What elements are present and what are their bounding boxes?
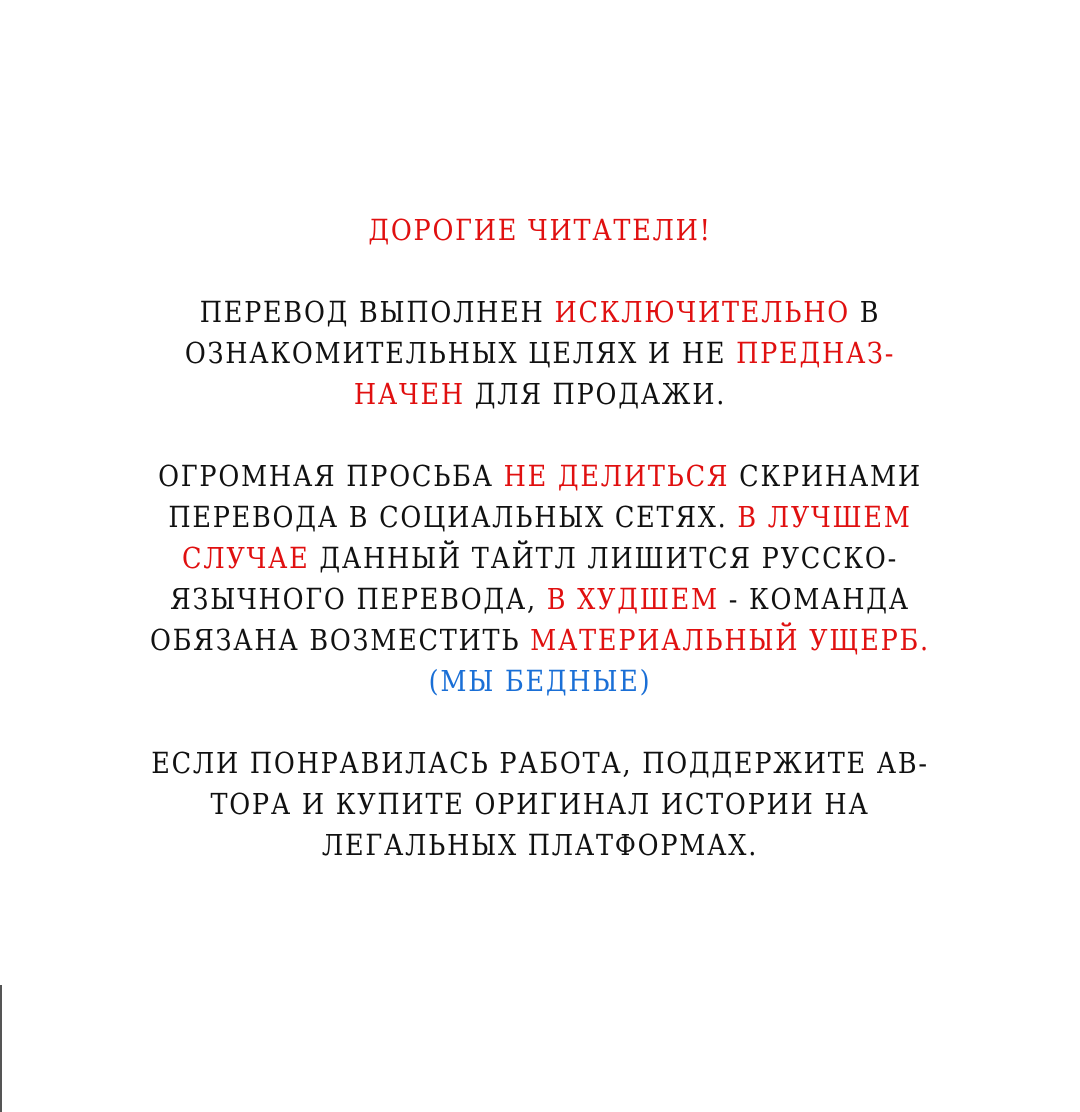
request-line-5 <box>65 620 1015 661</box>
request-text: СКРИНАМИ <box>729 459 922 493</box>
page-edge-divider <box>0 985 2 1112</box>
disclaimer-highlight: ИСКЛЮЧИТЕЛЬНО <box>554 295 850 329</box>
request-line-1 <box>65 456 1015 497</box>
disclaimer-line-1 <box>65 292 1015 333</box>
greeting-heading: ДОРОГИЕ ЧИТАТЕЛИ! <box>368 213 712 247</box>
disclaimer-line-2 <box>65 333 1015 374</box>
support-line-1: ЕСЛИ ПОНРАВИЛАСЬ РАБОТА, ПОДДЕРЖИТЕ АВ- <box>151 746 929 780</box>
disclaimer-text: ПЕРЕВОД ВЫПОЛНЕН <box>199 295 555 329</box>
request-highlight: В ХУДШЕМ <box>546 582 719 616</box>
request-paragraph <box>65 456 1015 702</box>
request-text: ЯЗЫЧНОГО ПЕРЕВОДА, <box>170 582 547 616</box>
disclaimer-paragraph <box>65 292 1015 415</box>
request-text: - КОМАНДА <box>718 582 910 616</box>
request-highlight: НЕ ДЕЛИТЬСЯ <box>503 459 730 493</box>
request-line-3 <box>65 538 1015 579</box>
disclaimer-text: ОЗНАКОМИТЕЛЬНЫХ ЦЕЛЯХ И НЕ <box>184 336 737 370</box>
request-highlight: МАТЕРИАЛЬНЫЙ УЩЕРБ. <box>530 623 930 657</box>
disclaimer-highlight: НАЧЕН <box>353 377 465 411</box>
request-highlight: СЛУЧАЕ <box>182 541 310 575</box>
disclaimer-text: ДЛЯ ПРОДАЖИ. <box>464 377 727 411</box>
disclaimer-highlight: ПРЕДНАЗ- <box>736 336 896 370</box>
support-paragraph <box>65 743 1015 866</box>
request-highlight: В ЛУЧШЕМ <box>737 500 912 534</box>
request-line-2 <box>65 497 1015 538</box>
translator-notice <box>65 210 1015 907</box>
request-text: ДАННЫЙ ТАЙТЛ ЛИШИТСЯ РУССКО- <box>309 541 898 575</box>
request-text: ОГРОМНАЯ ПРОСЬБА <box>158 459 504 493</box>
greeting-paragraph <box>65 210 1015 251</box>
disclaimer-line-3 <box>65 374 1015 415</box>
request-text: ПЕРЕВОДА В СОЦИАЛЬНЫХ СЕТЯХ. <box>168 500 738 534</box>
request-aside: (МЫ БЕДНЫЕ) <box>428 664 652 698</box>
support-line-3: ЛЕГАЛЬНЫХ ПЛАТФОРМАХ. <box>321 828 759 862</box>
disclaimer-text: В <box>849 295 881 329</box>
request-line-4 <box>65 579 1015 620</box>
support-line-2: ТОРА И КУПИТЕ ОРИГИНАЛ ИСТОРИИ НА <box>210 787 870 821</box>
request-text: ОБЯЗАНА ВОЗМЕСТИТЬ <box>150 623 531 657</box>
